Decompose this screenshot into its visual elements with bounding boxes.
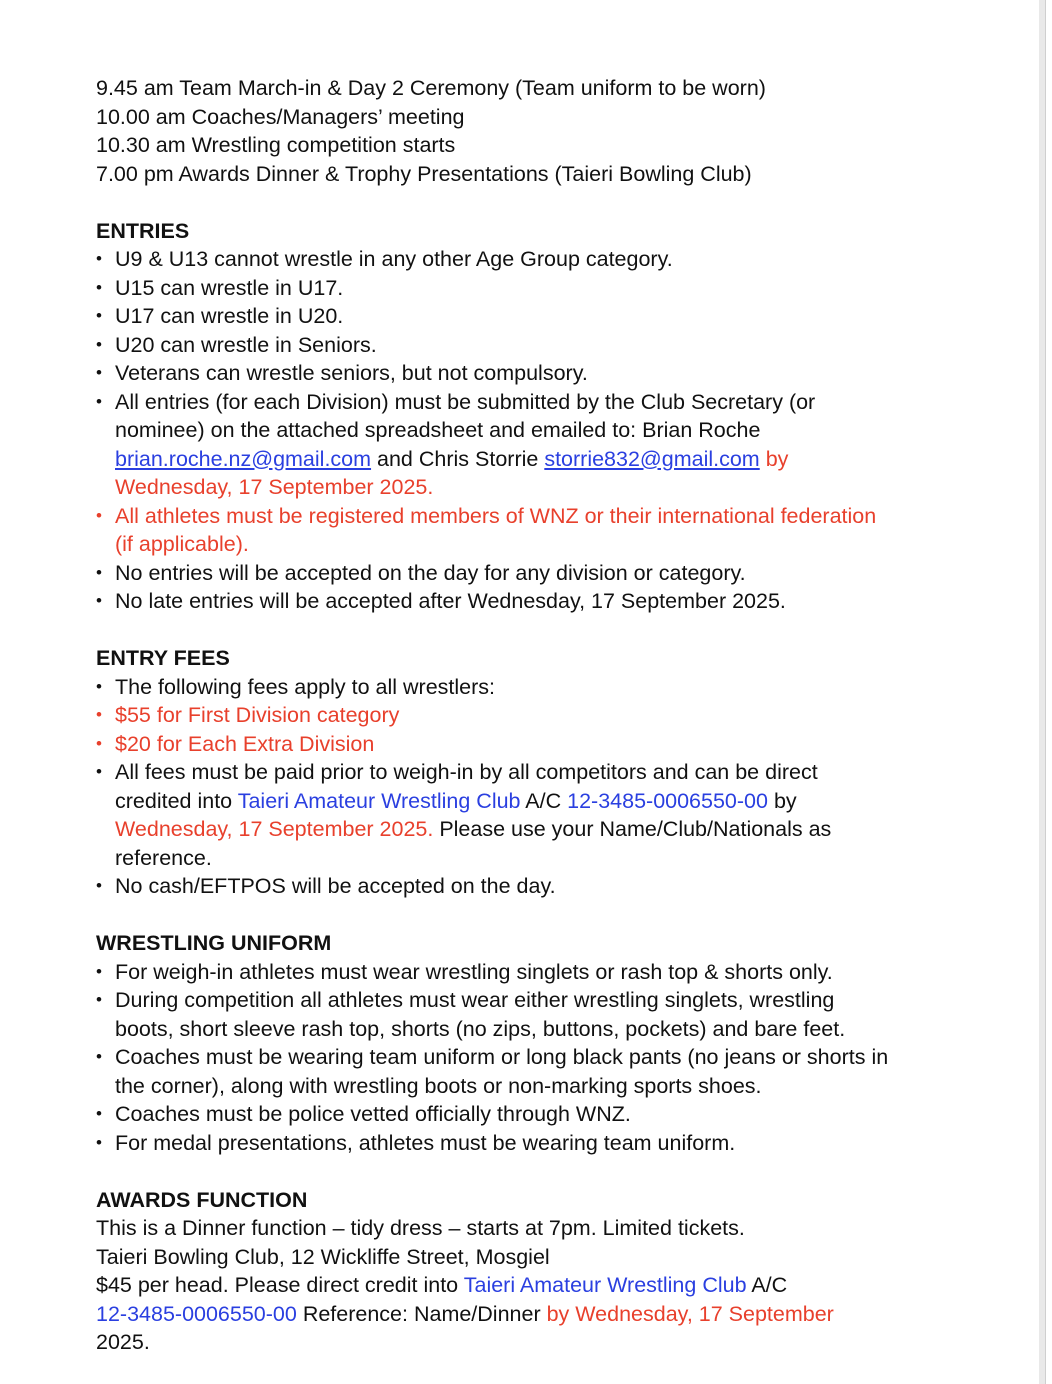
list-item: • Veterans can wrestle seniors, but not compulsory.	[96, 359, 956, 388]
uniform-heading: WRESTLING UNIFORM	[96, 931, 332, 955]
bullet-icon: •	[96, 591, 102, 610]
bullet-icon: •	[96, 676, 102, 696]
bullet-icon: •	[96, 306, 102, 325]
account-number: 12-3485-0006550-00	[567, 788, 768, 813]
list-item: • During competition all athletes must wear either wrestling singlets, wrestling boots, short sleeve rash top, shorts (no zips, buttons, pockets) and bare feet.	[96, 988, 846, 1041]
bullet-icon: •	[96, 277, 102, 297]
bullet-icon: •	[96, 990, 102, 1009]
list-item-registration: • All athletes must be registered members of WNZ or their international federation (if applicable).	[96, 503, 877, 556]
list-item-payment: • All fees must be paid prior to weigh-in by all competitors and can be direct credited into Taieri Amateur Wrestling Club A/C 12-3485-0006550-00 by Wednesday, 17 September 2025. Please use your Name/Club/Nationals as reference.	[96, 760, 832, 870]
bullet-icon: •	[96, 249, 102, 268]
list-item-fee: • $55 for First Division category	[96, 701, 956, 730]
list-item: • For medal presentations, athletes must be wearing team uniform.	[96, 1129, 956, 1158]
awards-deadline: by Wednesday, 17 September	[546, 1301, 834, 1326]
account-number: 12-3485-0006550-00	[96, 1301, 297, 1326]
entries-deadline: Wednesday, 17 September 2025.	[115, 475, 434, 499]
list-item: • U17 can wrestle in U20.	[96, 302, 956, 331]
bullet-icon: •	[96, 961, 102, 981]
list-item: • No late entries will be accepted after Wednesday, 17 September 2025.	[96, 587, 956, 616]
schedule-line: 10.30 am Wrestling competition starts	[96, 133, 456, 157]
list-item-fee: • $20 for Each Extra Division	[96, 730, 956, 759]
schedule-line: 7.00 pm Awards Dinner & Trophy Presentations (Taieri Bowling Club)	[96, 161, 752, 186]
fees-deadline: Wednesday, 17 September 2025.	[115, 817, 434, 841]
entry-fees-heading: ENTRY FEES	[96, 646, 230, 670]
schedule	[96, 74, 956, 188]
entries-list	[96, 245, 956, 616]
bullet-icon: •	[96, 762, 102, 781]
list-item: • U9 & U13 cannot wrestle in any other Age Group category.	[96, 245, 956, 274]
list-item: • Coaches must be police vetted officially through WNZ.	[96, 1100, 956, 1129]
club-name: Taieri Amateur Wrestling Club	[237, 788, 521, 813]
awards-payment: 12-3485-0006550-00 Reference: Name/Dinner by Wednesday, 17 September	[96, 1301, 834, 1326]
awards-venue: Taieri Bowling Club, 12 Wickliffe Street, Mosgiel	[96, 1244, 550, 1269]
awards-line: This is a Dinner function – tidy dress – starts at 7pm. Limited tickets.	[96, 1216, 745, 1240]
schedule-line: 10.00 am Coaches/Managers’ meeting	[96, 104, 465, 129]
club-name: Taieri Amateur Wrestling Club	[463, 1273, 747, 1297]
bullet-icon: •	[96, 876, 102, 895]
entries-heading: ENTRIES	[96, 218, 190, 243]
list-item: • No cash/EFTPOS will be accepted on the day.	[96, 872, 956, 901]
list-item: • The following fees apply to all wrestlers:	[96, 673, 956, 702]
schedule-line: 9.45 am Team March-in & Day 2 Ceremony (Team uniform to be worn)	[96, 76, 766, 100]
bullet-icon: •	[96, 1047, 102, 1066]
bullet-icon: •	[96, 562, 102, 582]
bullet-icon: •	[96, 705, 102, 724]
email-link-chris[interactable]: storrie832@gmail.com	[544, 446, 760, 471]
bullet-icon: •	[96, 1132, 102, 1152]
list-item: • No entries will be accepted on the day for any division or category.	[96, 559, 956, 588]
bullet-icon: •	[96, 733, 102, 753]
awards-price: $45 per head. Please direct credit into Taieri Amateur Wrestling Club A/C	[96, 1273, 788, 1297]
awards-year: 2025.	[96, 1330, 150, 1354]
list-item: • For weigh-in athletes must wear wrestling singlets or rash top & shorts only.	[96, 958, 956, 987]
email-link-brian[interactable]: brian.roche.nz@gmail.com	[115, 446, 372, 471]
page-edge	[1039, 0, 1045, 1384]
list-item: • U20 can wrestle in Seniors.	[96, 331, 956, 360]
bullet-icon: •	[96, 505, 102, 525]
document-content	[96, 74, 956, 1357]
bullet-icon: •	[96, 334, 102, 354]
bullet-icon: •	[96, 363, 102, 382]
list-item: • U15 can wrestle in U17.	[96, 274, 956, 303]
awards-heading: AWARDS FUNCTION	[96, 1187, 308, 1212]
bullet-icon: •	[96, 1104, 102, 1123]
entry-fees-list	[96, 673, 956, 901]
list-item: • Coaches must be wearing team uniform or long black pants (no jeans or shorts in the corner), along with wrestling boots or non-marking sports shoes.	[96, 1045, 889, 1098]
uniform-list	[96, 958, 956, 1158]
bullet-icon: •	[96, 391, 102, 411]
list-item-submission: • All entries (for each Division) must be submitted by the Club Secretary (or nominee) on the attached spreadsheet and emailed to: Brian Roche brian.roche.nz@gmail.com and Chris Storrie storrie832@gmail.com by Wednesday, 17 September 2025.	[96, 388, 956, 502]
